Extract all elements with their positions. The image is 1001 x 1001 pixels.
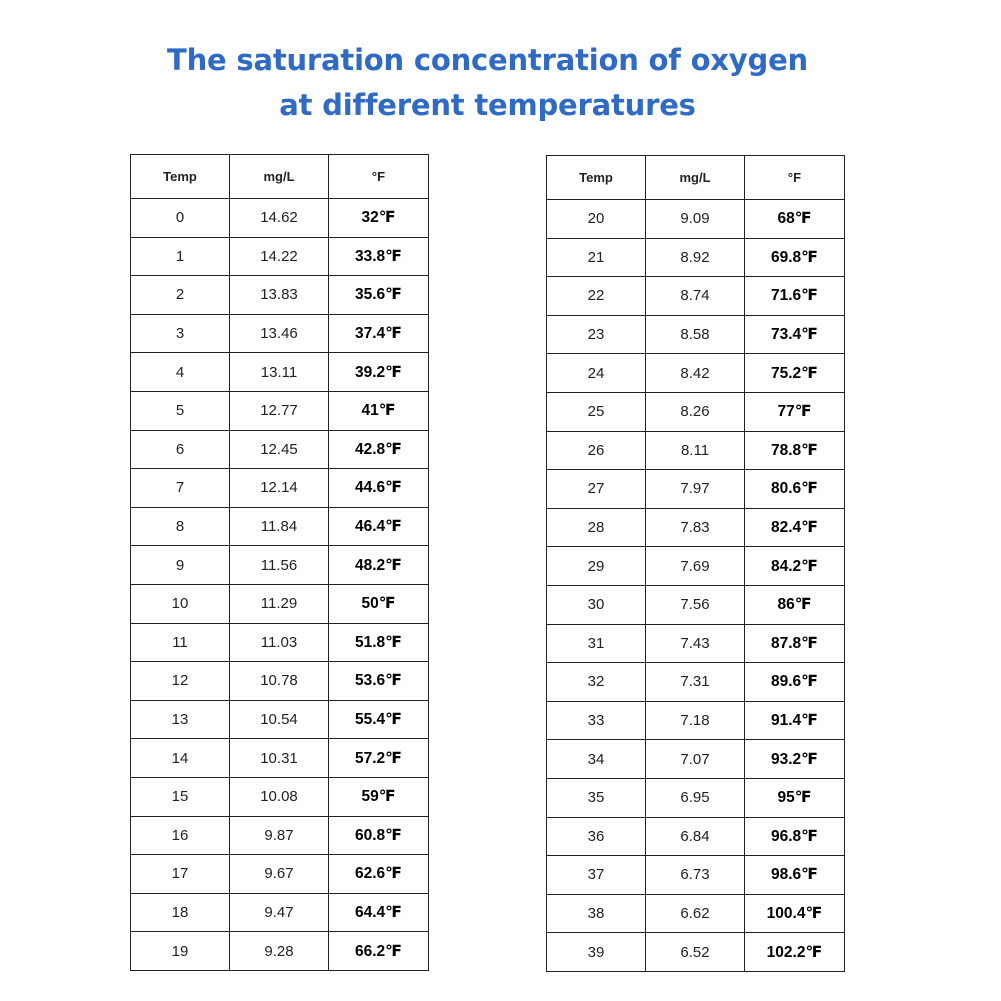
table-row	[547, 470, 845, 509]
cell-fahrenheit: 86℉	[745, 585, 845, 624]
cell-fahrenheit: 87.8℉	[745, 624, 845, 663]
cell-mgl: 7.56	[646, 585, 745, 624]
cell-fahrenheit: 33.8℉	[329, 237, 429, 276]
table-row	[131, 430, 429, 469]
cell-fahrenheit: 55.4℉	[329, 700, 429, 739]
cell-mgl: 9.09	[646, 200, 745, 239]
header-row	[131, 155, 429, 199]
cell-mgl: 8.42	[646, 354, 745, 393]
cell-mgl: 11.03	[230, 623, 329, 662]
header-mgl: mg/L	[646, 156, 745, 200]
cell-fahrenheit: 71.6℉	[745, 277, 845, 316]
cell-temp: 9	[131, 546, 230, 585]
cell-fahrenheit: 96.8℉	[745, 817, 845, 856]
oxygen-table-left	[130, 154, 429, 971]
cell-fahrenheit: 46.4℉	[329, 507, 429, 546]
cell-temp: 11	[131, 623, 230, 662]
cell-mgl: 8.92	[646, 238, 745, 277]
cell-mgl: 6.73	[646, 856, 745, 895]
table-row	[547, 624, 845, 663]
cell-mgl: 11.56	[230, 546, 329, 585]
table-row	[547, 663, 845, 702]
cell-mgl: 7.07	[646, 740, 745, 779]
table-row	[131, 777, 429, 816]
cell-temp: 35	[547, 778, 646, 817]
page-title	[0, 38, 975, 128]
cell-mgl: 7.69	[646, 547, 745, 586]
cell-temp: 23	[547, 315, 646, 354]
cell-fahrenheit: 89.6℉	[745, 663, 845, 702]
table-row	[131, 276, 429, 315]
cell-mgl: 6.95	[646, 778, 745, 817]
cell-temp: 29	[547, 547, 646, 586]
header-temp: Temp	[131, 155, 230, 199]
table-row	[547, 933, 845, 972]
table-row	[131, 739, 429, 778]
cell-mgl: 12.14	[230, 469, 329, 508]
table-row	[547, 200, 845, 239]
table-row	[131, 932, 429, 971]
cell-fahrenheit: 57.2℉	[329, 739, 429, 778]
cell-temp: 6	[131, 430, 230, 469]
cell-fahrenheit: 53.6℉	[329, 662, 429, 701]
cell-temp: 2	[131, 276, 230, 315]
cell-temp: 39	[547, 933, 646, 972]
table-row	[547, 508, 845, 547]
table-row	[547, 547, 845, 586]
table-row	[131, 623, 429, 662]
cell-fahrenheit: 60.8℉	[329, 816, 429, 855]
cell-mgl: 7.97	[646, 470, 745, 509]
table-row	[547, 585, 845, 624]
header-mgl: mg/L	[230, 155, 329, 199]
cell-mgl: 14.62	[230, 199, 329, 238]
cell-fahrenheit: 64.4℉	[329, 893, 429, 932]
cell-mgl: 8.11	[646, 431, 745, 470]
cell-fahrenheit: 42.8℉	[329, 430, 429, 469]
cell-temp: 26	[547, 431, 646, 470]
cell-temp: 0	[131, 199, 230, 238]
cell-fahrenheit: 102.2℉	[745, 933, 845, 972]
cell-fahrenheit: 50℉	[329, 584, 429, 623]
cell-fahrenheit: 84.2℉	[745, 547, 845, 586]
cell-mgl: 13.46	[230, 314, 329, 353]
cell-fahrenheit: 66.2℉	[329, 932, 429, 971]
cell-mgl: 8.26	[646, 392, 745, 431]
cell-mgl: 7.31	[646, 663, 745, 702]
cell-fahrenheit: 69.8℉	[745, 238, 845, 277]
table-row	[131, 816, 429, 855]
cell-fahrenheit: 100.4℉	[745, 894, 845, 933]
cell-temp: 14	[131, 739, 230, 778]
cell-fahrenheit: 98.6℉	[745, 856, 845, 895]
table-row	[547, 315, 845, 354]
cell-mgl: 10.54	[230, 700, 329, 739]
table-row	[547, 431, 845, 470]
table-row	[547, 740, 845, 779]
cell-mgl: 13.11	[230, 353, 329, 392]
cell-fahrenheit: 77℉	[745, 392, 845, 431]
table-row	[131, 855, 429, 894]
cell-temp: 10	[131, 584, 230, 623]
cell-fahrenheit: 91.4℉	[745, 701, 845, 740]
table-row	[547, 238, 845, 277]
table-row	[547, 817, 845, 856]
cell-temp: 38	[547, 894, 646, 933]
cell-fahrenheit: 62.6℉	[329, 855, 429, 894]
cell-temp: 31	[547, 624, 646, 663]
cell-temp: 32	[547, 663, 646, 702]
cell-mgl: 9.87	[230, 816, 329, 855]
cell-temp: 33	[547, 701, 646, 740]
cell-mgl: 7.43	[646, 624, 745, 663]
cell-fahrenheit: 59℉	[329, 777, 429, 816]
table-row	[131, 237, 429, 276]
cell-mgl: 13.83	[230, 276, 329, 315]
header-fahrenheit: °F	[329, 155, 429, 199]
cell-fahrenheit: 51.8℉	[329, 623, 429, 662]
cell-temp: 34	[547, 740, 646, 779]
table-row	[131, 507, 429, 546]
cell-temp: 15	[131, 777, 230, 816]
table-row	[131, 199, 429, 238]
table-row	[131, 700, 429, 739]
cell-fahrenheit: 82.4℉	[745, 508, 845, 547]
table-row	[131, 546, 429, 585]
cell-fahrenheit: 44.6℉	[329, 469, 429, 508]
table-row	[547, 894, 845, 933]
table-row	[547, 392, 845, 431]
table-row	[547, 277, 845, 316]
cell-temp: 25	[547, 392, 646, 431]
cell-temp: 16	[131, 816, 230, 855]
cell-mgl: 10.31	[230, 739, 329, 778]
table-row	[131, 584, 429, 623]
cell-fahrenheit: 37.4℉	[329, 314, 429, 353]
cell-temp: 12	[131, 662, 230, 701]
cell-temp: 22	[547, 277, 646, 316]
cell-fahrenheit: 80.6℉	[745, 470, 845, 509]
cell-temp: 5	[131, 391, 230, 430]
cell-mgl: 9.47	[230, 893, 329, 932]
cell-temp: 7	[131, 469, 230, 508]
cell-temp: 28	[547, 508, 646, 547]
cell-temp: 8	[131, 507, 230, 546]
right-table-body	[547, 200, 845, 972]
cell-mgl: 9.67	[230, 855, 329, 894]
cell-fahrenheit: 93.2℉	[745, 740, 845, 779]
cell-mgl: 6.84	[646, 817, 745, 856]
cell-fahrenheit: 75.2℉	[745, 354, 845, 393]
cell-mgl: 12.77	[230, 391, 329, 430]
header-row	[547, 156, 845, 200]
table-row	[547, 354, 845, 393]
cell-fahrenheit: 48.2℉	[329, 546, 429, 585]
cell-fahrenheit: 68℉	[745, 200, 845, 239]
cell-mgl: 8.74	[646, 277, 745, 316]
cell-temp: 18	[131, 893, 230, 932]
cell-temp: 17	[131, 855, 230, 894]
left-table-body	[131, 199, 429, 971]
cell-temp: 27	[547, 470, 646, 509]
cell-mgl: 10.78	[230, 662, 329, 701]
cell-fahrenheit: 39.2℉	[329, 353, 429, 392]
table-row	[131, 353, 429, 392]
cell-mgl: 10.08	[230, 777, 329, 816]
cell-fahrenheit: 78.8℉	[745, 431, 845, 470]
cell-temp: 13	[131, 700, 230, 739]
cell-temp: 1	[131, 237, 230, 276]
cell-fahrenheit: 41℉	[329, 391, 429, 430]
cell-mgl: 14.22	[230, 237, 329, 276]
cell-mgl: 9.28	[230, 932, 329, 971]
table-row	[131, 893, 429, 932]
cell-temp: 3	[131, 314, 230, 353]
cell-mgl: 11.29	[230, 584, 329, 623]
oxygen-table-right	[546, 155, 845, 972]
table-row	[131, 469, 429, 508]
cell-mgl: 7.83	[646, 508, 745, 547]
cell-temp: 20	[547, 200, 646, 239]
header-fahrenheit: °F	[745, 156, 845, 200]
cell-temp: 21	[547, 238, 646, 277]
cell-fahrenheit: 32℉	[329, 199, 429, 238]
cell-temp: 4	[131, 353, 230, 392]
cell-mgl: 6.52	[646, 933, 745, 972]
cell-mgl: 8.58	[646, 315, 745, 354]
table-row	[131, 662, 429, 701]
cell-fahrenheit: 35.6℉	[329, 276, 429, 315]
cell-mgl: 11.84	[230, 507, 329, 546]
table-row	[131, 314, 429, 353]
title-line-1: The saturation concentration of oxygen	[167, 43, 808, 77]
table-row	[547, 856, 845, 895]
title-line-2: at different temperatures	[279, 88, 696, 122]
cell-temp: 30	[547, 585, 646, 624]
cell-fahrenheit: 95℉	[745, 778, 845, 817]
header-temp: Temp	[547, 156, 646, 200]
cell-temp: 24	[547, 354, 646, 393]
cell-mgl: 6.62	[646, 894, 745, 933]
table-row	[131, 391, 429, 430]
cell-temp: 19	[131, 932, 230, 971]
cell-mgl: 12.45	[230, 430, 329, 469]
cell-temp: 36	[547, 817, 646, 856]
cell-temp: 37	[547, 856, 646, 895]
cell-fahrenheit: 73.4℉	[745, 315, 845, 354]
cell-mgl: 7.18	[646, 701, 745, 740]
table-row	[547, 778, 845, 817]
table-row	[547, 701, 845, 740]
